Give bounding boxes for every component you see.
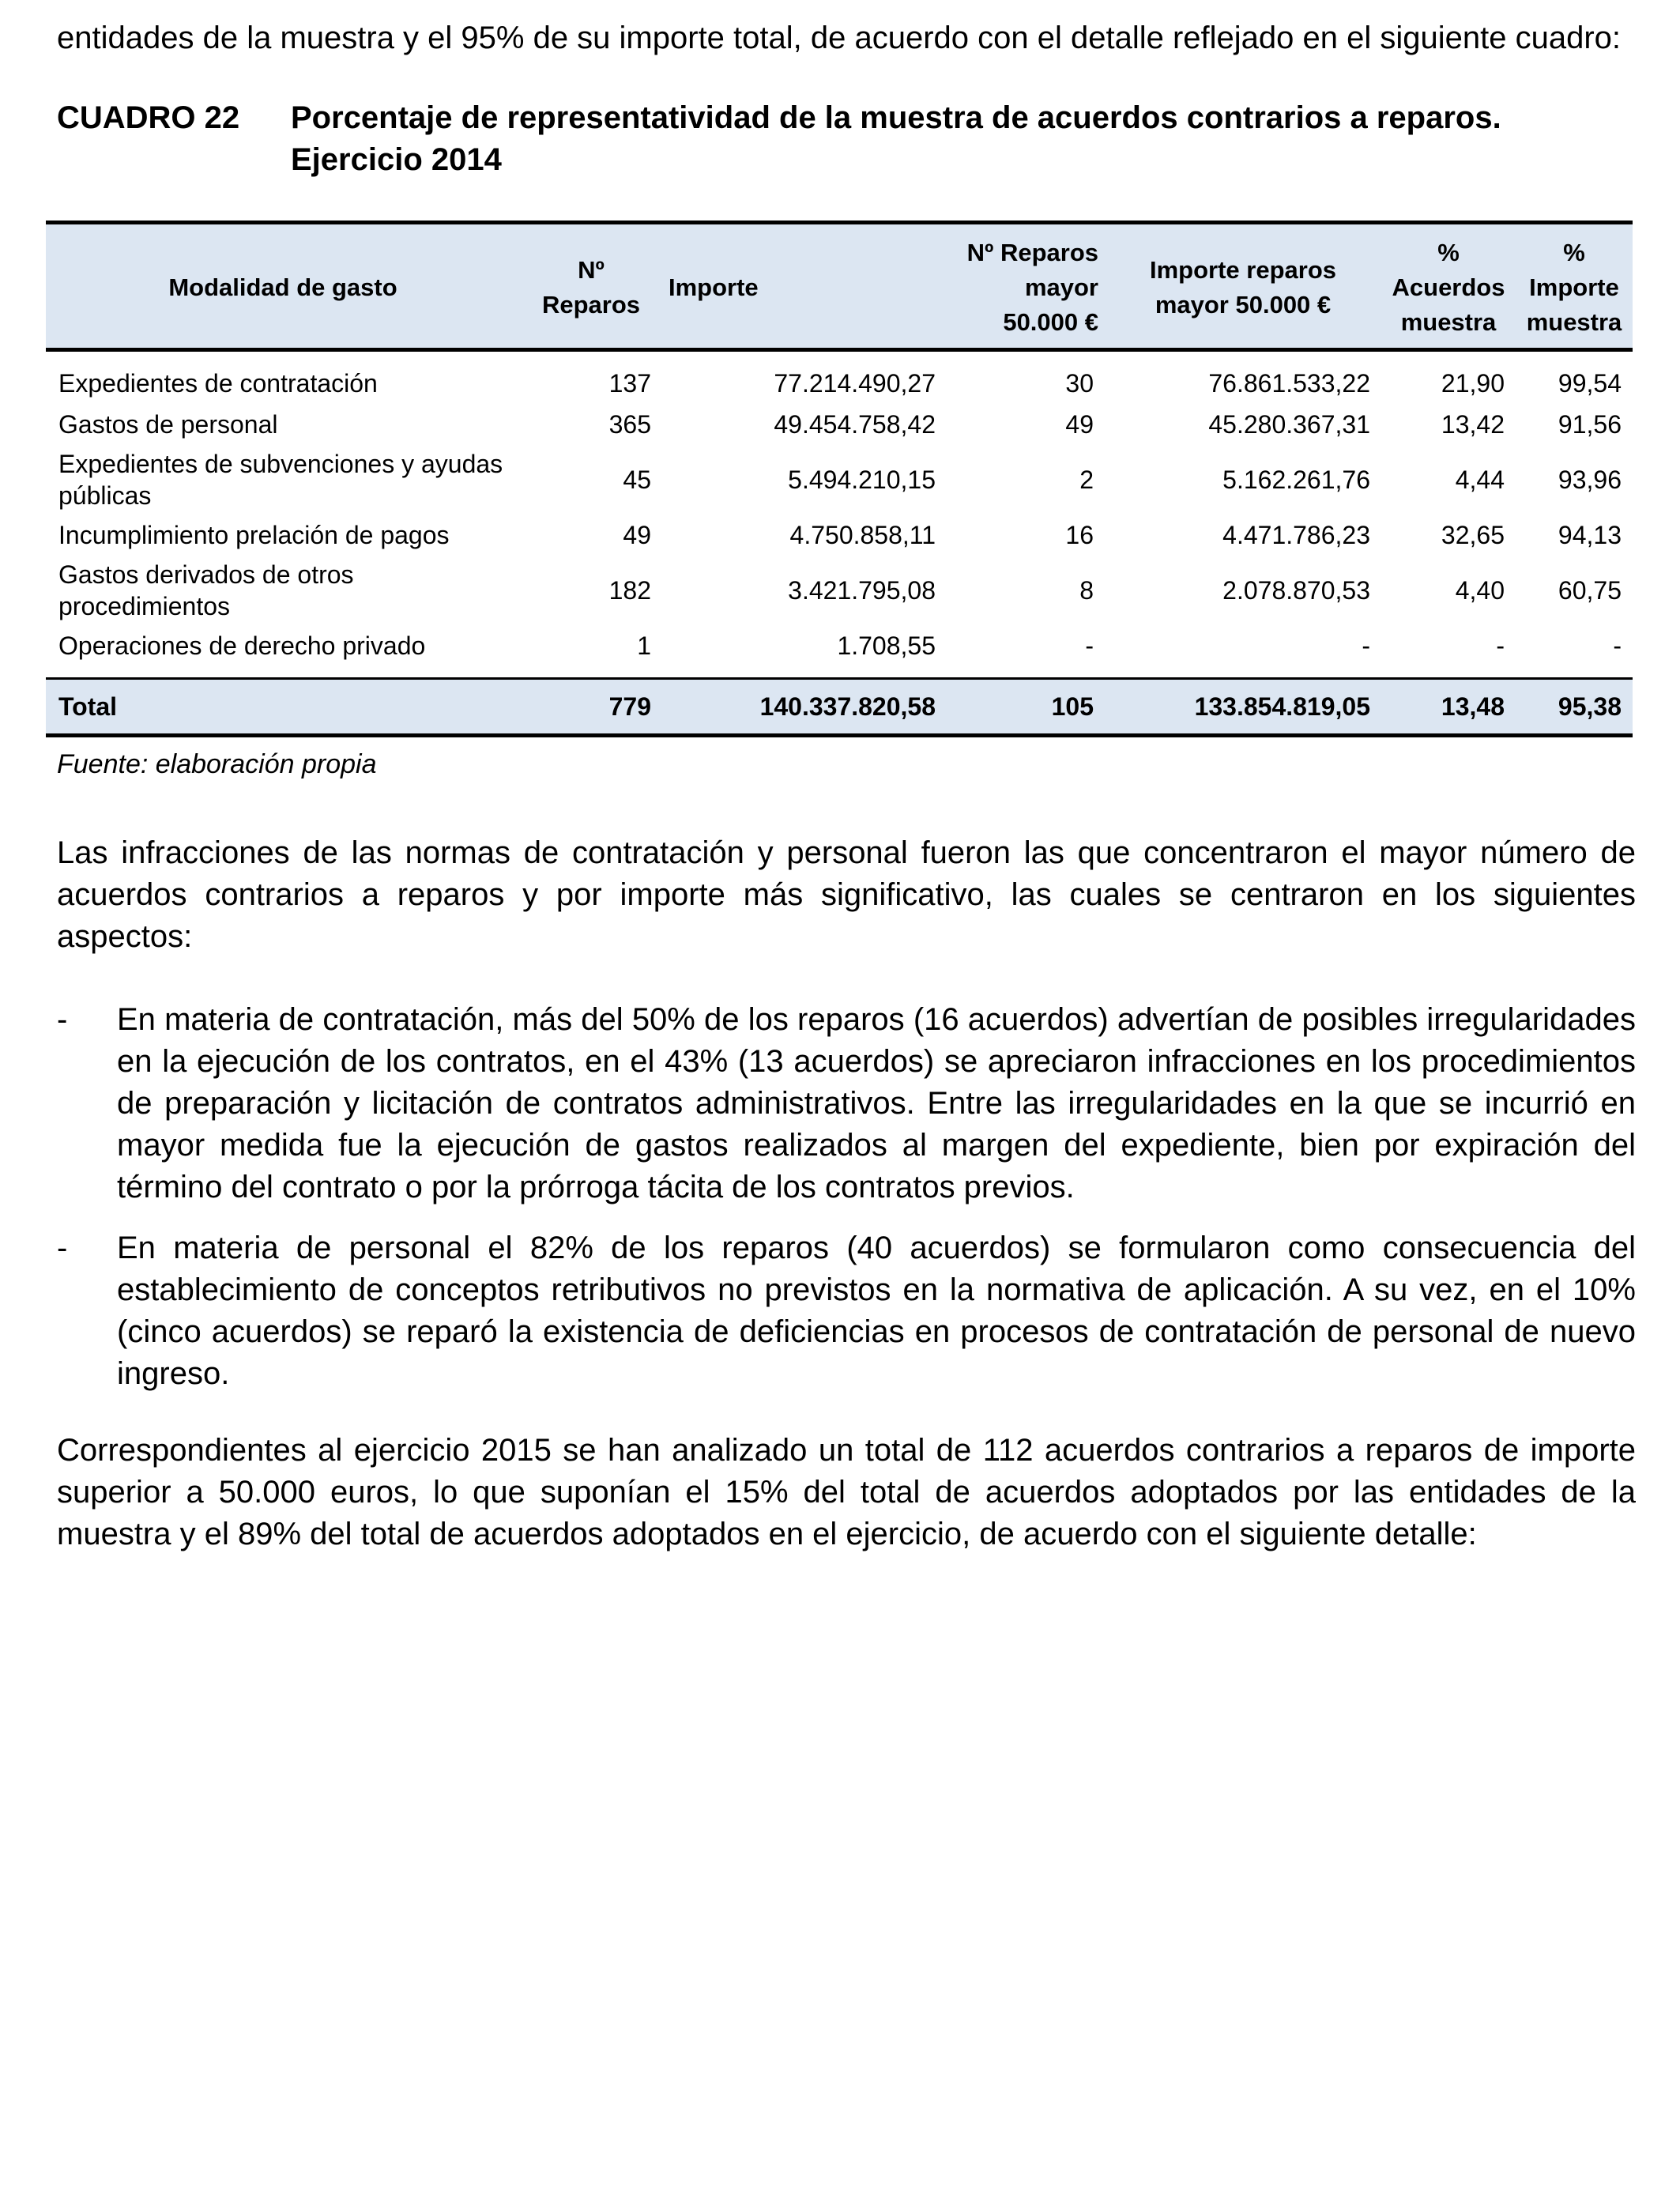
paragraph-1: Las infracciones de las normas de contratación y personal fueron las que concentraron el mayor número de acuerdos contrarios a reparos y por importe más significativo, las cuales se centraron en los siguientes aspectos:	[57, 835, 1636, 954]
column-header-line: Importe	[669, 273, 759, 301]
bullet-item	[57, 999, 1636, 1208]
column-header	[1381, 223, 1516, 350]
table-cell: 76.861.533,22	[1208, 369, 1370, 398]
table-cell: 4.750.858,11	[789, 521, 936, 549]
table-wrapper	[46, 221, 1633, 737]
column-header-line: %	[1437, 239, 1460, 266]
table-row	[46, 363, 1633, 404]
bullet-item	[57, 1227, 1636, 1395]
table-cell: 91,56	[1558, 410, 1622, 439]
table-cell: 45.280.367,31	[1208, 410, 1370, 439]
column-header	[662, 223, 947, 350]
table-cell: 32,65	[1441, 521, 1505, 549]
table-cell: 60,75	[1558, 576, 1622, 605]
table-cell: 30	[1065, 369, 1094, 398]
row-label: Gastos de personal	[58, 410, 278, 439]
bullet-text: En materia de personal el 82% de los reparos (40 acuerdos) se formularon como consecuencia del establecimiento de conceptos retributivos no previstos en la normativa de aplicación. A su vez, en el 10% (cinco acuerdos) se reparó la existencia de deficiencias en procesos de contratación de personal de nuevo ingreso.	[117, 1231, 1636, 1391]
bullet-text: En materia de contratación, más del 50% de los reparos (16 acuerdos) advertían de posibles irregularidades en la ejecución de los contratos, en el 43% (13 acuerdos) se apreciaron infracciones en los procedimientos de preparación y licitación de contratos administrativos. Entre las irregularidades en la que se incurrió en mayor medida fue la ejecución de gastos realizados al margen del expediente, bien por expiración del término del contrato o por la prórroga tácita de los contratos previos.	[117, 1002, 1636, 1204]
table-cell: 21,90	[1441, 369, 1505, 398]
table-footer	[46, 679, 1633, 736]
column-header-line: mayor 50.000 €	[1003, 273, 1098, 336]
caption-number: CUADRO 22	[57, 100, 240, 135]
table-cell: 8	[1079, 576, 1094, 605]
header-row	[46, 223, 1633, 350]
table-cell: 1	[637, 631, 651, 660]
table-cell: 13,42	[1441, 410, 1505, 439]
table-cell: 1.708,55	[837, 631, 936, 660]
table-cell: 93,96	[1558, 466, 1622, 494]
table-cell: 182	[608, 576, 651, 605]
table-cell: 99,54	[1558, 369, 1622, 398]
column-header	[947, 223, 1105, 350]
row-label: Expedientes de subvenciones y ayudas públicas	[58, 450, 503, 510]
table-cell: -	[1613, 631, 1622, 660]
data-table	[46, 221, 1633, 737]
column-header-line: Importe reparos	[1149, 256, 1336, 284]
row-label: Operaciones de derecho privado	[58, 631, 426, 660]
total-cell: 105	[947, 679, 1105, 736]
document-page	[57, 17, 1636, 1555]
spacer-row	[46, 350, 1633, 364]
table-cell: 49.454.758,42	[774, 410, 936, 439]
spacer-cell	[46, 666, 1633, 679]
table-cell: 45	[623, 466, 651, 494]
bullet-dash: -	[57, 1002, 68, 1037]
table-cell: 16	[1065, 521, 1094, 549]
table-cell: 49	[623, 521, 651, 549]
table-body	[46, 350, 1633, 679]
table-cell: 3.421.795,08	[788, 576, 936, 605]
table-row	[46, 515, 1633, 556]
column-header-line: Nº Reparos	[541, 256, 641, 319]
total-cell: 13,48	[1381, 679, 1516, 736]
total-cell: 133.854.819,05	[1105, 679, 1381, 736]
bullet-list	[57, 999, 1636, 1395]
table-cell: 4.471.786,23	[1222, 521, 1370, 549]
table-cell: 5.494.210,15	[788, 466, 936, 494]
table-cell: 77.214.490,27	[774, 369, 936, 398]
total-cell: 95,38	[1516, 679, 1633, 736]
table-cell: 4,40	[1455, 576, 1505, 605]
column-header-line: Importe	[1529, 273, 1619, 301]
table-row	[46, 404, 1633, 445]
table-header	[46, 223, 1633, 350]
table-cell: 365	[608, 410, 651, 439]
table-cell: -	[1085, 631, 1094, 660]
table-row	[46, 445, 1633, 515]
column-header-line: Nº Reparos	[966, 239, 1098, 266]
table-caption	[57, 97, 1636, 181]
table-cell: 5.162.261,76	[1222, 466, 1370, 494]
table-cell: 4,44	[1455, 466, 1505, 494]
table-cell: 94,13	[1558, 521, 1622, 549]
total-cell: 140.337.820,58	[662, 679, 947, 736]
table-source: Fuente: elaboración propia	[57, 749, 377, 779]
table-cell: -	[1496, 631, 1505, 660]
column-header	[46, 223, 520, 350]
bullet-dash: -	[57, 1231, 68, 1265]
column-header	[1516, 223, 1633, 350]
spacer-row	[46, 666, 1633, 679]
intro-paragraph: entidades de la muestra y el 95% de su importe total, de acuerdo con el detalle reflejado en el siguiente cuadro:	[57, 21, 1622, 55]
column-header-line: Acuerdos	[1392, 273, 1505, 301]
table-cell: 2	[1079, 466, 1094, 494]
table-cell: 137	[608, 369, 651, 398]
table-row	[46, 625, 1633, 666]
column-header-line: muestra	[1526, 308, 1622, 336]
caption-title: Porcentaje de representatividad de la muestra de acuerdos contrarios a reparos. Ejercicio 2014	[291, 100, 1501, 177]
table-cell: 49	[1065, 410, 1094, 439]
total-label: Total	[46, 679, 520, 736]
total-cell: 779	[520, 679, 662, 736]
column-header	[1105, 223, 1381, 350]
column-header-line: mayor 50.000 €	[1155, 291, 1332, 319]
row-label: Incumplimiento prelación de pagos	[58, 521, 450, 549]
column-header	[520, 223, 662, 350]
paragraph-2: Correspondientes al ejercicio 2015 se han analizado un total de 112 acuerdos contrarios a reparos de importe superior a 50.000 euros, lo que suponían el 15% del total de acuerdos adoptados por las entidades de la muestra y el 89% del total de acuerdos adoptados en el ejercicio, de acuerdo con el siguiente detalle:	[57, 1433, 1636, 1551]
column-header-line: muestra	[1400, 308, 1497, 336]
column-header-line: %	[1563, 239, 1585, 266]
row-label: Gastos derivados de otros procedimientos	[58, 560, 354, 620]
spacer-cell	[46, 350, 1633, 364]
table-cell: 2.078.870,53	[1222, 576, 1370, 605]
table-row	[46, 556, 1633, 625]
column-header-line: Modalidad de gasto	[168, 273, 397, 301]
row-label: Expedientes de contratación	[58, 369, 378, 398]
total-row	[46, 679, 1633, 736]
table-cell: -	[1362, 631, 1370, 660]
